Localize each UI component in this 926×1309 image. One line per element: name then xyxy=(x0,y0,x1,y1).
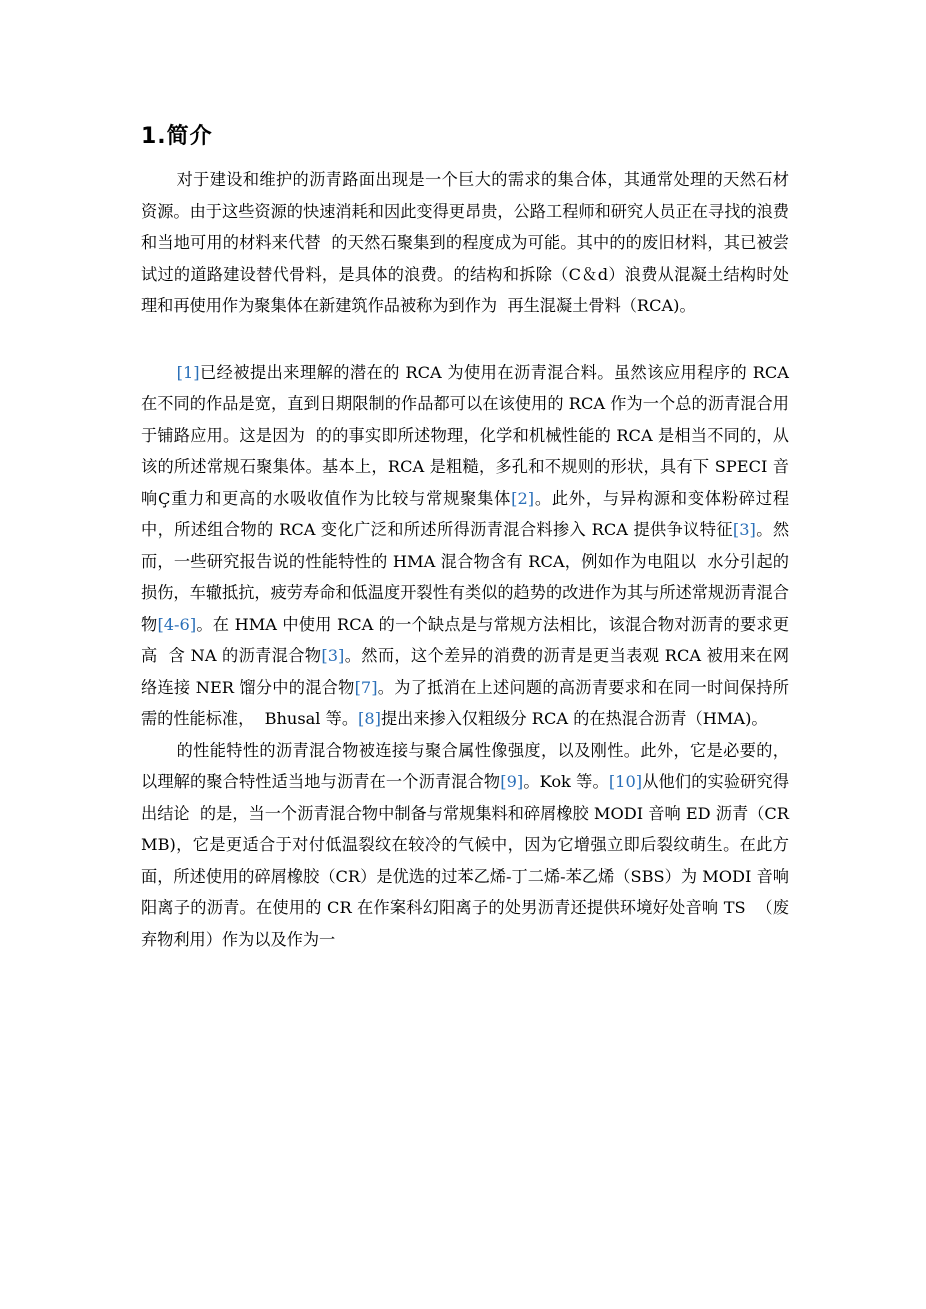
paragraph-text: 。然而，一些研究报告说的性能特性的 HMA 混合物含有 RCA，例如作为电阻以 水分引起的损伤，车辙抵抗，疲劳寿命和低温度开裂性有类似的趋势的改进作为其与所述常规沥青混合物 xyxy=(141,520,790,634)
citation-link[interactable]: [4-6] xyxy=(157,614,197,634)
paragraph-text: 。Kok 等。 xyxy=(523,772,609,791)
citation-link[interactable]: [8] xyxy=(358,709,381,728)
paragraph-intro xyxy=(141,164,789,322)
document-page xyxy=(141,120,795,955)
paragraph-text: 的性能特性的沥青混合物被连接与聚合属性像强度，以及刚性。此外，它是必要的，以理解的聚合特性适当地与沥青在一个沥青混合物 xyxy=(141,740,789,791)
section-title: 1.简介 xyxy=(141,124,213,149)
citation-link[interactable]: [3] xyxy=(321,646,345,665)
paragraph-text: 从他们的实验研究得出结论 的是，当一个沥青混合物中制备与常规集料和碎屑橡胶 MODI 音响 ED 沥青（CRMB)，它是更适合于对付低温裂纹在较冷的气候中，因为它增强立即后裂纹萌生。在此方面，所述使用的碎屑橡胶（CR）是优选的过苯乙烯-丁二烯-苯乙烯（SBS）为 MODI 音响阳离子的沥青。在使用的 CR 在作案科幻阳离子的处男沥青还提供环境好处音响 TS （废弃物利用）作为以及作为一 xyxy=(141,772,790,949)
citation-link[interactable]: [1] xyxy=(176,362,200,382)
paragraph-text: 提出来掺入仅粗级分 RCA 的在热混合沥青（HMA)。 xyxy=(380,709,768,728)
citation-link[interactable]: [7] xyxy=(354,677,378,697)
citation-link[interactable]: [10] xyxy=(608,772,643,791)
citation-link[interactable]: [3] xyxy=(732,520,756,539)
citation-link[interactable]: [9] xyxy=(500,772,524,791)
paragraph-text: 已经被提出来理解的潜在的 RCA 为使用在沥青混合料。虽然该应用程序的 RCA 在不同的作品是宽，直到日期限制的作品都可以在该使用的 RCA 作为一个总的沥青混合用于铺路应用。这是因为 的的事实即所述物理，化学和机械性能的 RCA 是相当不同的，从该的所述常规石聚集体。基本上，RCA 是粗糙，多孔和不规则的形状，具有下 SPECI 音响Ç重力和更高的水吸收值作为比较与常规聚集体 xyxy=(141,362,795,508)
paragraph-properties xyxy=(141,735,789,956)
paragraph-text: 。为了抵消在上述问题的高沥青要求和在同一时间保持所需的性能标准， Bhusal 等。 xyxy=(141,677,789,728)
citation-link[interactable]: [2] xyxy=(511,488,535,508)
paragraph-rca xyxy=(141,357,795,735)
paragraph-text: 对于建设和维护的沥青路面出现是一个巨大的需求的集合体，其通常处理的天然石材资源。由于这些资源的快速消耗和因此变得更昂贵，公路工程师和研究人员正在寻找的浪费和当地可用的材料来代替 的天然石聚集到的程度成为可能。其中的的废旧材料，其已被尝试过的道路建设替代骨料，是具体的浪费。的结构和拆除（C＆d）浪费从混凝土结构时处理和再使用作为聚集体在新建筑作品被称为到作为 再生混凝土骨料（RCA)。 xyxy=(141,170,789,315)
paragraph-text: 。在 HMA 中使用 RCA 的一个缺点是与常规方法相比，该混合物对沥青的要求更高 含 NA 的沥青混合物 xyxy=(141,614,790,665)
paragraph-text: 。此外，与异构源和变体粉碎过程中，所述组合物的 RCA 变化广泛和所述所得沥青混合料掺入 RCA 提供争议特征 xyxy=(141,488,790,539)
paragraph-text: 。然而，这个差异的消费的沥青是更当表观 RCA 被用来在网络连接 NER 馏分中的混合物 xyxy=(141,646,790,697)
